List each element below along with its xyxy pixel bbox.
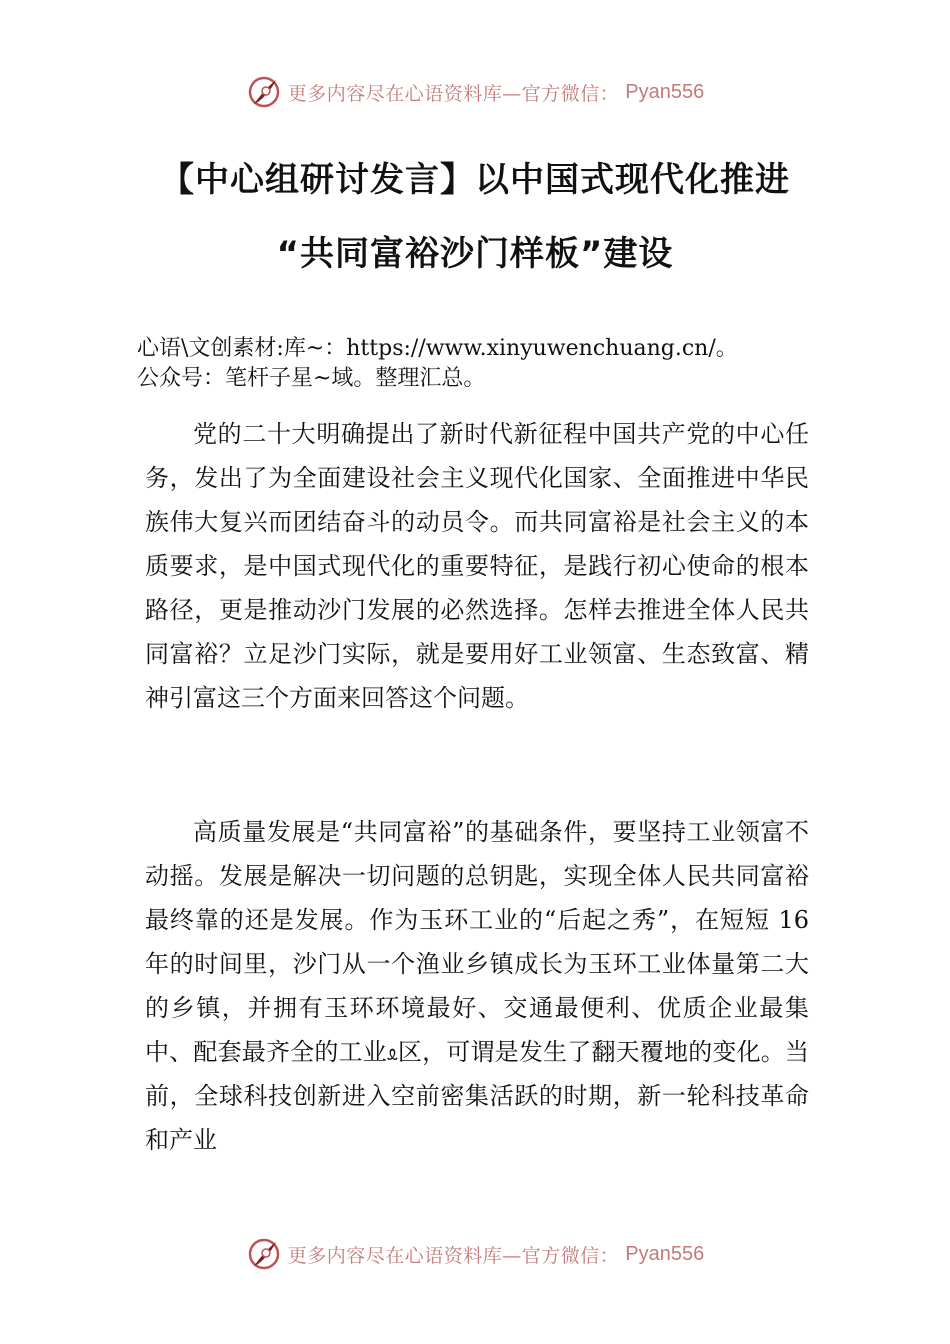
header-banner: [0, 70, 950, 114]
source-line-2: 公众号：笔杆子星~域。整理汇总。: [137, 366, 486, 391]
banner-wechat-id: Pyan556: [625, 1242, 705, 1265]
body-paragraph-1: 党的二十大明确提出了新时代新征程中国共产党的中心任务，发出了为全面建设社会主义现代化国家、全面推进中华民族伟大复兴而团结奋斗的动员令。而共同富裕是社会主义的本质要求，是中国式现代化的重要特征，是践行初心使命的根本路径，更是推动沙门发展的必然选择。怎样去推进全体人民共同富裕？立足沙门实际，就是要用好工业领富、生态致富、精神引富这三个方面来回答这个问题。: [145, 420, 809, 712]
footer-banner: [0, 1232, 950, 1276]
quill-logo-icon: [246, 1236, 282, 1272]
document-title-line-2: “共同富裕沙门样板”建设: [276, 234, 674, 274]
banner-text: 更多内容尽在心语资料库—官方微信：: [287, 1244, 620, 1267]
banner-wechat-id: Pyan556: [625, 80, 705, 103]
banner-text: 更多内容尽在心语资料库—官方微信：: [287, 82, 620, 105]
quill-logo-icon: [246, 74, 282, 110]
source-line-1: 心语\文创素材:库~：https://www.xinyuwenchuang.cn/。: [137, 336, 738, 361]
document-title-line-1: 【中心组研讨发言】以中国式现代化推进: [160, 160, 790, 200]
body-paragraph-2: 高质量发展是“共同富裕”的基础条件，要坚持工业领富不动摇。发展是解决一切问题的总钥匙，实现全体人民共同富裕最终靠的还是发展。作为玉环工业的“后起之秀”，在短短 16 年的时间里，沙门从一个渔业乡镇成长为玉环工业体量第二大的乡镇，并拥有玉环环境最好、交通最便利、优质企业最集中、配套最齐全的工业ᦸ区，可谓是发生了翻天覆地的变化。当前，全球科技创新进入空前密集活跃的时期，新一轮科技革命和产业: [145, 818, 809, 1154]
